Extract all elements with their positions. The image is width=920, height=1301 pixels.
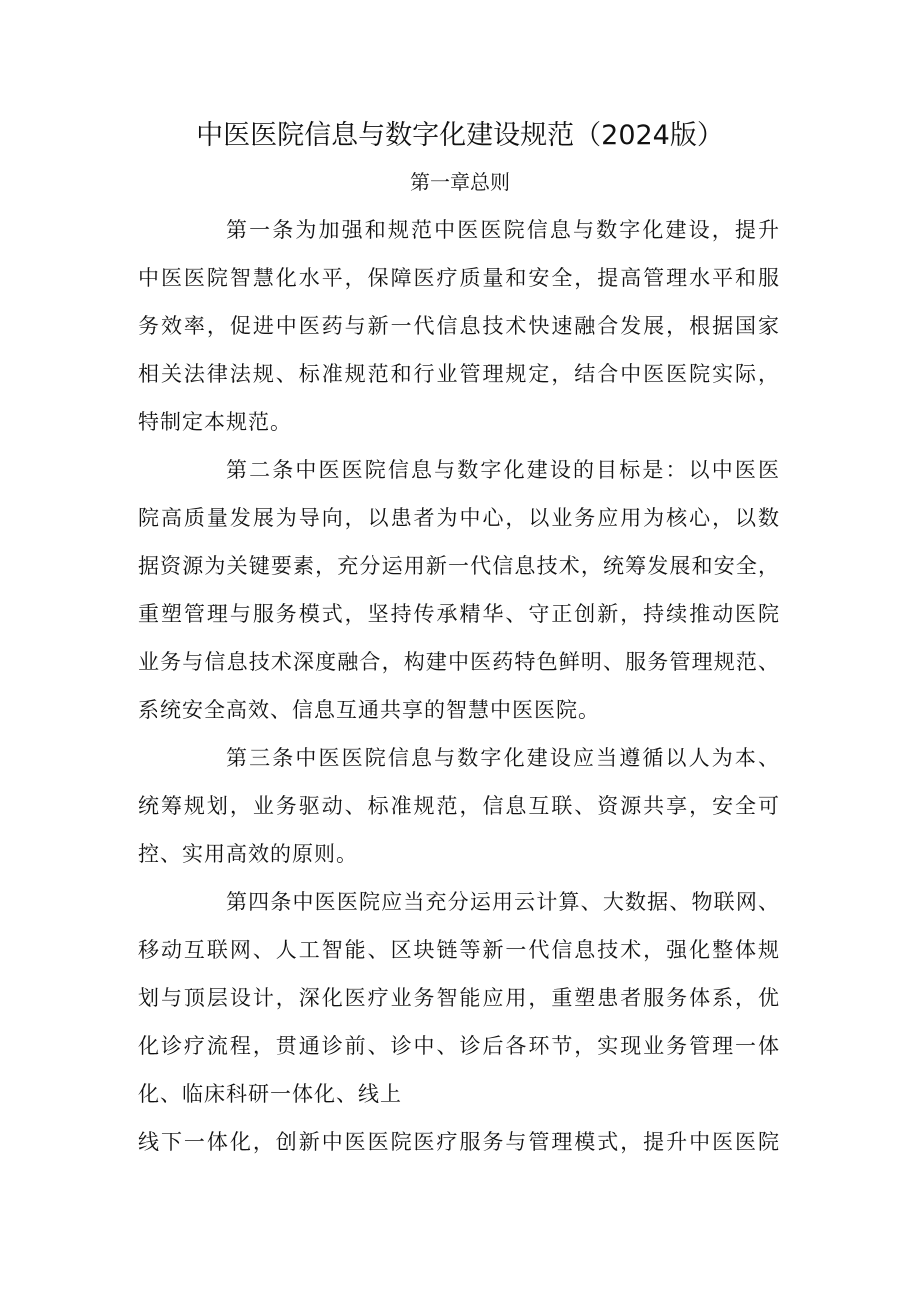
article-3: [138, 734, 780, 878]
article-2-line: 据资源为关键要素，充分运用新一代信息技术，统筹发展和安全，: [138, 554, 780, 578]
article-1-line: 中医医院智慧化水平，保障医疗质量和安全，提高管理水平和服: [138, 266, 780, 290]
article-1: [138, 206, 780, 446]
article-1-line: 相关法律法规、标准规范和行业管理规定，结合中医医院实际，: [138, 362, 780, 386]
article-3-line: 统筹规划，业务驱动、标准规范，信息互联、资源共享，安全可: [138, 794, 780, 818]
article-1-line: 第一条为加强和规范中医医院信息与数字化建设，提升: [226, 218, 780, 242]
article-2-line: 重塑管理与服务模式，坚持传承精华、守正创新，持续推动医院: [138, 602, 780, 626]
article-4-continuation-line: 线下一体化，创新中医医院医疗服务与管理模式，提升中医医院: [138, 1130, 780, 1154]
article-1-line: 特制定本规范。: [138, 410, 292, 434]
article-4-line: 化、临床科研一体化、线上: [138, 1082, 402, 1106]
article-2: [138, 446, 780, 734]
article-3-line: 控、实用高效的原则。: [138, 842, 358, 866]
article-4: [138, 878, 780, 1118]
article-4-continuation: [138, 1118, 780, 1166]
article-4-line: 化诊疗流程，贯通诊前、诊中、诊后各环节，实现业务管理一体: [138, 1034, 780, 1058]
article-2-line: 院高质量发展为导向，以患者为中心，以业务应用为核心，以数: [138, 506, 780, 530]
article-4-line: 划与顶层设计，深化医疗业务智能应用，重塑患者服务体系，优: [138, 986, 780, 1010]
article-1-line: 务效率，促进中医药与新一代信息技术快速融合发展，根据国家: [138, 314, 780, 338]
article-2-line: 业务与信息技术深度融合，构建中医药特色鲜明、服务管理规范、: [138, 650, 780, 674]
article-2-line: 系统安全高效、信息互通共享的智慧中医医院。: [138, 698, 600, 722]
article-2-line: 第二条中医医院信息与数字化建设的目标是：以中医医: [226, 458, 780, 482]
chapter-heading: 第一章总则: [410, 170, 510, 194]
document-title: 中医医院信息与数字化建设规范（2024版）: [196, 120, 724, 151]
article-3-line: 第三条中医医院信息与数字化建设应当遵循以人为本、: [226, 746, 780, 770]
article-4-line: 移动互联网、人工智能、区块链等新一代信息技术，强化整体规: [138, 938, 780, 962]
article-4-line: 第四条中医医院应当充分运用云计算、大数据、物联网、: [226, 890, 780, 914]
